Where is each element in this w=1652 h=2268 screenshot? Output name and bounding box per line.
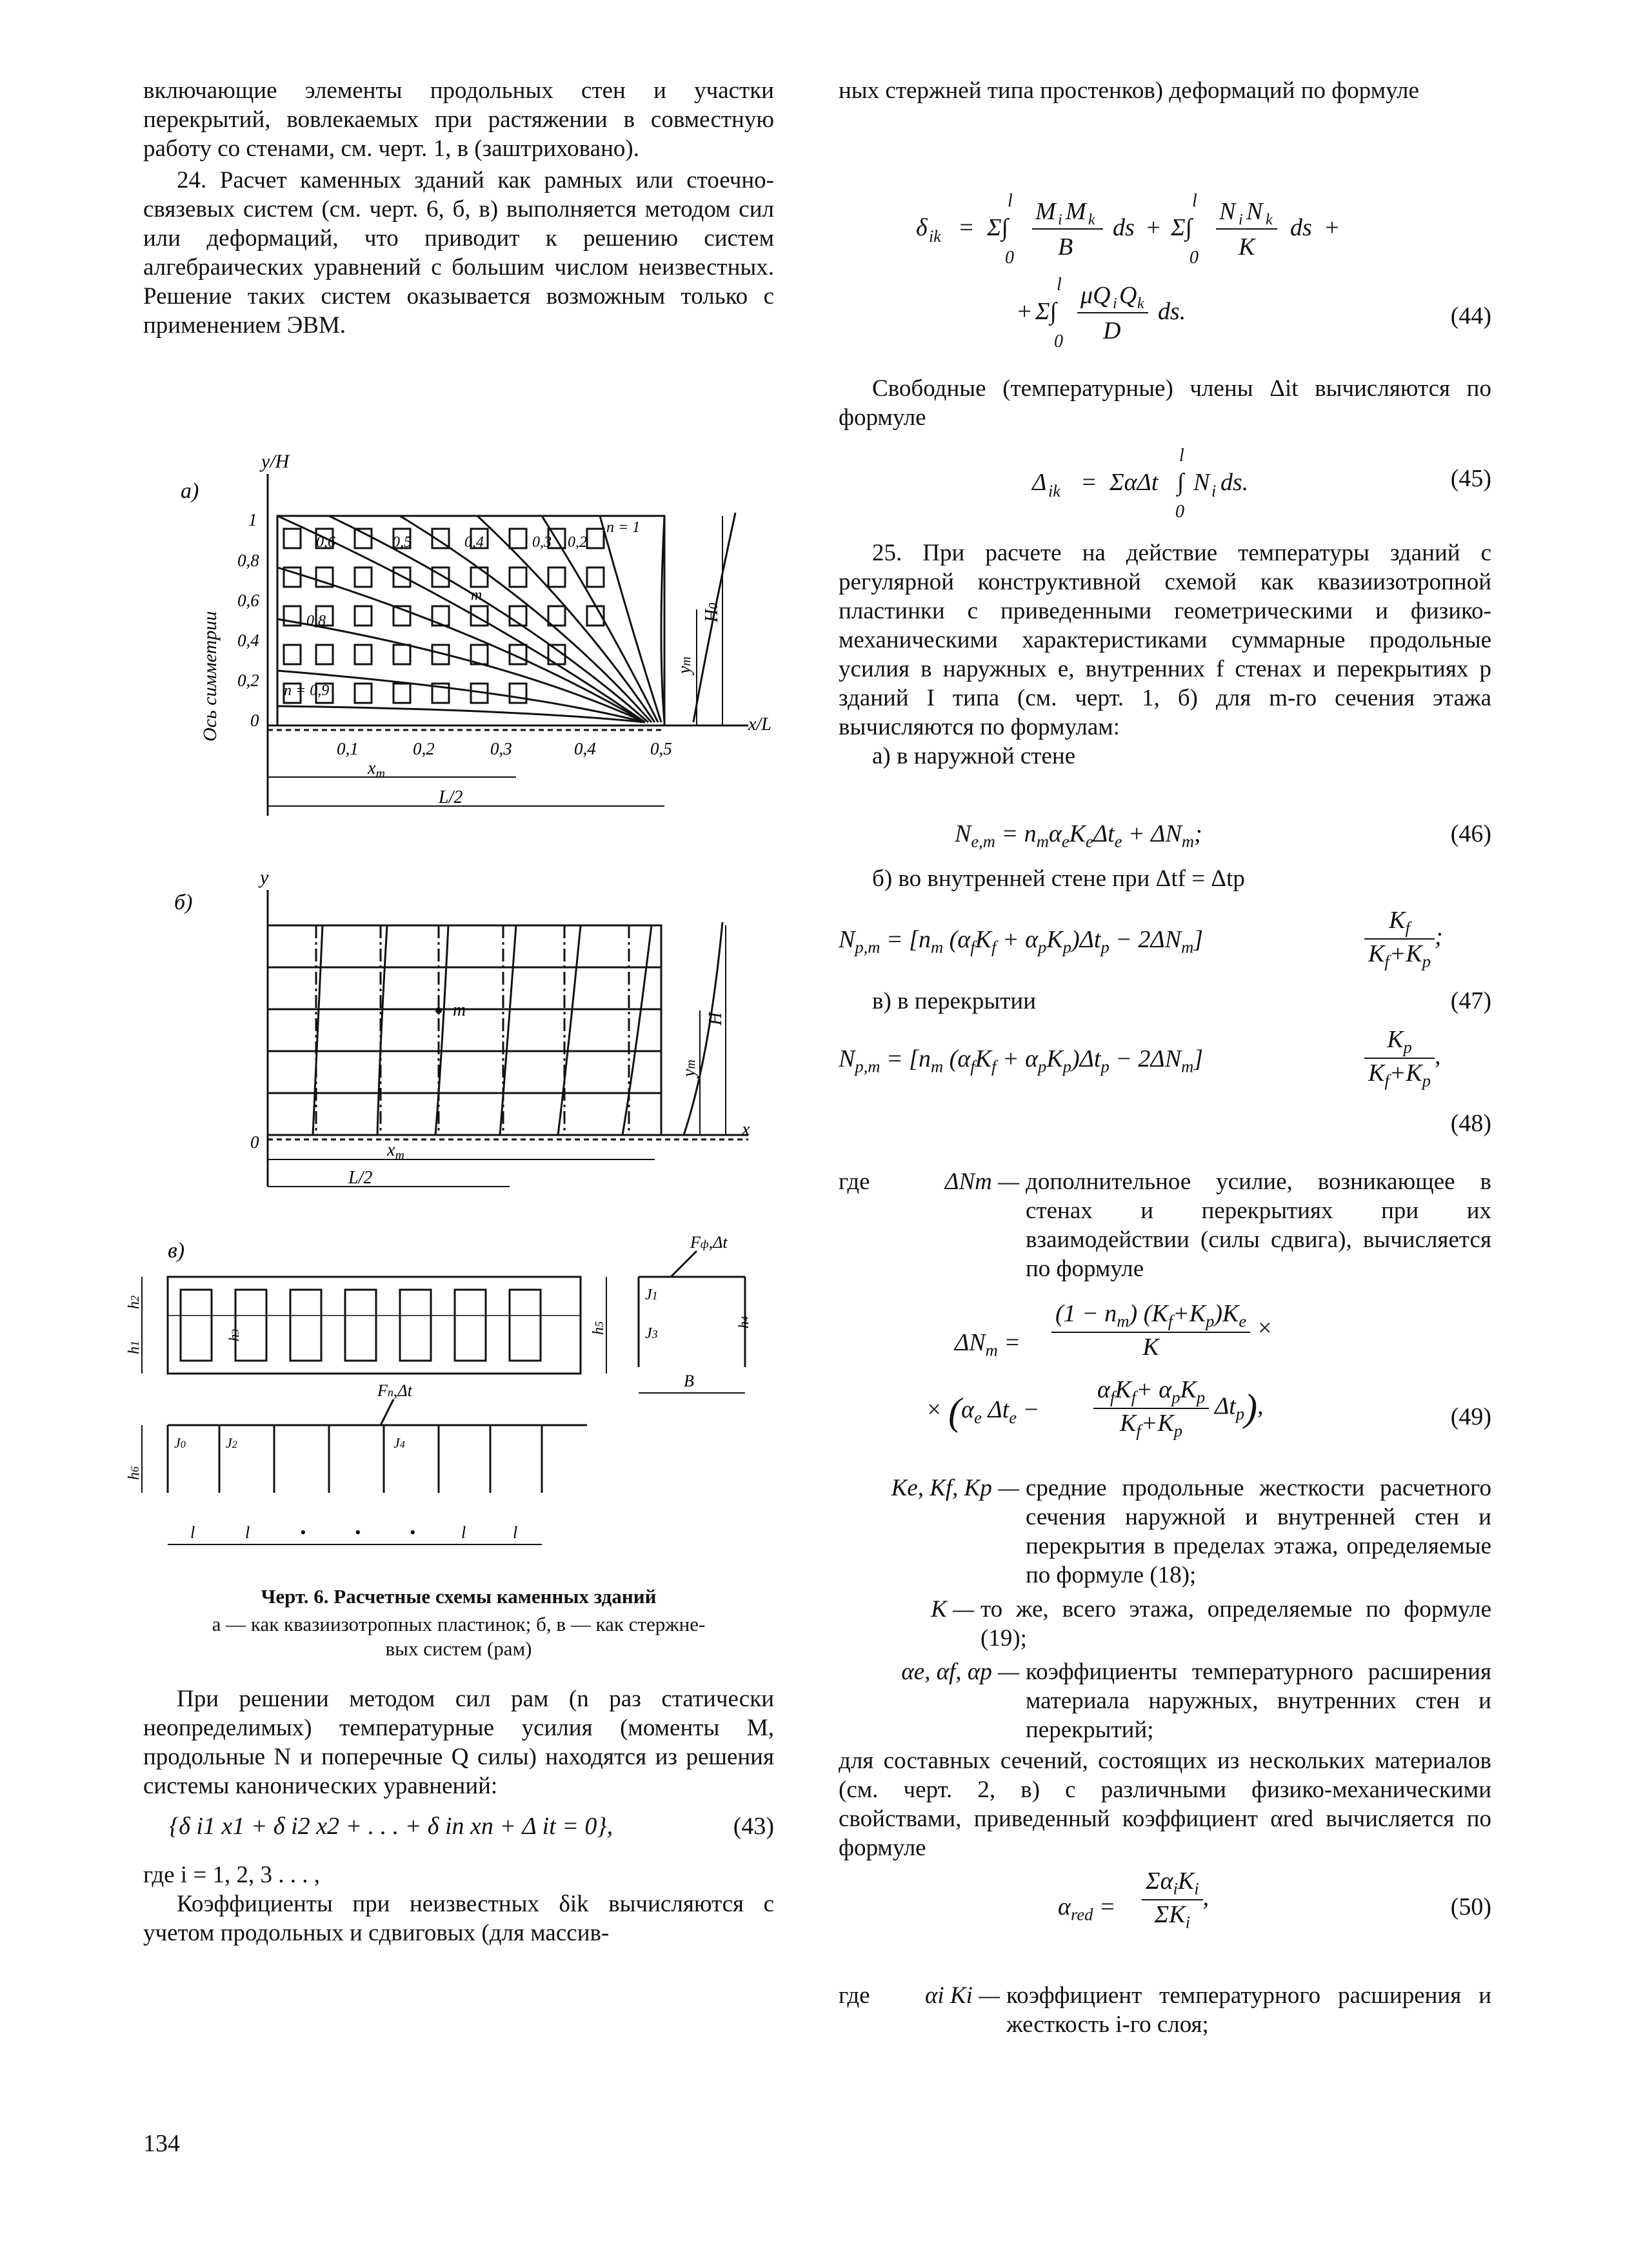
definition-text: то же, всего этажа, определяемые по формуле (19); [980,1596,1491,1652]
force-mid-label: F [377,1381,388,1400]
definition-K-total [839,1595,1491,1659]
figure-c [123,1225,793,1573]
point-m-label: m [453,1000,466,1020]
equation-50: $\alpha_{red}$ = $\frac{\Sigma\alpha_iK_i}{\Sigma K_i}$ , (50) [1058,1868,1491,1932]
tick-label: 0,2 [413,739,435,758]
force-top-label: F [690,1233,701,1252]
svg-text:+: + [1324,214,1340,241]
force-top-dt: ,Δt [708,1233,728,1252]
figure-c-label: в) [168,1239,185,1263]
svg-text:k: k [1088,212,1095,228]
h3-label: h [226,1334,242,1341]
svg-text:xm [367,758,385,781]
figure-b-label: б) [174,891,193,914]
definition-symbol: ΔNm — [944,1169,1019,1195]
svg-text:h5 [590,1321,607,1335]
svg-text:ym [675,656,695,676]
svg-text:ds.: ds. [1158,298,1186,325]
half-span-label: L/2 [439,787,463,807]
svg-text:Q: Q [1119,282,1137,309]
equation-number: (48) [1450,1110,1491,1137]
svg-text:M: M [1035,198,1056,225]
xm-label: x [368,758,376,778]
equation-number: (44) [1450,302,1491,330]
j2-sub: 2 [232,1439,237,1450]
curve-label: 0,8 [306,613,326,629]
svg-text:0: 0 [1005,248,1014,268]
definition-text: коэффициент температурного расширения и жесткость i-го слоя; [1006,1982,1491,2038]
j3-sub: 3 [652,1328,658,1341]
force-mid-dt: ,Δt [393,1381,412,1400]
equation-number: (47) [1450,987,1491,1014]
svg-text:Fn,Δt [377,1381,413,1400]
j2-label: J [226,1435,232,1451]
tick-label: 0 [250,711,259,730]
equation-46: $N_{e,m} = n_m\alpha_eK_e\Delta t_e + \Delta N_m$; (46) [955,820,1491,851]
definition-K [839,1474,1491,1609]
svg-text:ym [679,1060,699,1079]
equation-number: (49) [1450,1403,1491,1430]
h4-sub: 4 [740,1316,751,1321]
svg-text:N: N [1246,198,1263,225]
force-mid-sub: n [387,1386,393,1399]
svg-text:=: = [958,214,975,241]
svg-text:ds: ds [1290,214,1312,241]
svg-text:0: 0 [1189,248,1199,268]
half-span-label: L/2 [348,1168,373,1188]
svg-text:l: l [1008,191,1013,211]
b-label: B [684,1372,694,1390]
page-number: 134 [143,2130,180,2157]
span-label: • [300,1523,306,1542]
span-label: l [461,1523,466,1542]
j1-sub: 1 [652,1289,658,1302]
paragraph: Свободные (температурные) члены Δit вычисляются по формуле [839,375,1491,431]
svg-text:i: i [1113,295,1117,312]
curve-label: 0,3 [532,534,552,551]
svg-text:ΣαΔt: ΣαΔt [1110,469,1159,496]
svg-text:J1 [645,1287,658,1303]
tick-label: 0,8 [237,551,259,570]
svg-text:xm [386,1140,404,1163]
svg-text:ds.: ds. [1220,469,1249,496]
h6-label: h [126,1472,143,1480]
curve-label: 0,6 [316,534,335,551]
definition-text: средние продольные жесткости расчетного сечения наружной и внутренней стен и перекрытия в пределах этажа, определяемые по формуле (18); [1026,1475,1491,1588]
equation-44 [839,181,1491,361]
svg-text:M: M [1066,198,1086,225]
curve-label: n = 1 [606,519,641,536]
ym-label: y [679,1069,699,1077]
svg-text:H0 [702,603,722,623]
tick-label: 0,4 [574,739,596,758]
equation-number: (50) [1450,1893,1491,1920]
svg-text:K: K [1239,233,1255,261]
tick-label: 0,4 [237,631,259,650]
span-label: • [355,1523,361,1542]
equation-49: $\Delta N_m$ = $\frac{(1 - n_m) (K_f+K_p)K_e}{K}$ × × ($\alpha_e$ $\Delta t_e$ − $\frac{\alpha_fK_f+ \alpha_pK_p}{K_f+K_p}$ $\Delta t_p$), (49) [926,1300,1491,1441]
svg-text:h4 [735,1316,751,1328]
j1-label: J [645,1287,652,1303]
svg-text:k: k [1266,212,1273,228]
tick-label: 0,5 [650,739,672,758]
span-label: l [513,1523,518,1542]
figure-a [155,451,787,838]
origin-label: 0 [250,1132,259,1152]
h0-sub: 0 [706,602,721,609]
svg-text:h1 [126,1341,143,1354]
svg-text:h6 [126,1466,143,1480]
span-label: l [245,1523,250,1542]
h1-label: h [126,1346,143,1354]
case-a: а) в наружной стене [872,743,1076,769]
curve-label: 0,4 [464,534,484,551]
paragraph-25: 25. При расчете на действие температуры зданий с регулярной конструктивной схемой как квазиизотропной пластинки с приведенными геометрическими и физико-механическими характеристиками суммарные продольные усилия в наружных e, внутренних f стенах и перекрытиях p зданий I типа (см. черт. 1, б) для m-го сечения этажа вычисляются по формулам: [839,540,1491,740]
tick-label: 0,3 [490,739,512,758]
paragraph-block [143,1860,774,1948]
svg-text:μQ: μQ [1080,282,1111,309]
case-c: в) в перекрытии [872,988,1037,1014]
svg-text:Fф,Δt [690,1233,728,1252]
xm-sub: m [395,1149,404,1163]
svg-text:h2 [126,1296,143,1309]
xm-sub: m [375,767,385,781]
svg-text:=: = [1080,469,1097,496]
svg-text:J2 [226,1435,237,1451]
span-label: l [190,1523,195,1542]
svg-text:J4 [393,1435,405,1451]
equation-43 [143,1806,774,1851]
paragraph: При решении методом сил рам (n раз статически неопределимых) температурные усилия (моменты M, продольные N и поперечные Q силы) находятся из решения системы канонических уравнений: [143,1686,774,1799]
svg-text:+: + [1145,214,1162,241]
definition-text: коэффициенты температурного расширения материала наружных, внутренних стен и перекрытий; [1026,1659,1491,1743]
paragraph-block [839,538,1491,771]
figure-a-label: а) [181,479,199,503]
svg-text:h3 [226,1329,242,1341]
definition-alphaK [839,1981,1491,2046]
svg-text:i: i [1211,482,1217,500]
svg-text:ik: ik [1048,482,1060,500]
svg-text:J3 [645,1325,658,1342]
svg-text:Δ: Δ [1032,469,1047,496]
equation-45 [839,439,1491,522]
ym-sub: m [679,656,693,666]
y-axis-label: y/H [261,451,290,472]
h2-sub: 2 [128,1296,141,1301]
svg-text:l: l [1057,275,1062,295]
paragraph: Коэффициенты при неизвестных δik вычисляются с учетом продольных и сдвиговых (для массив- [143,1891,774,1946]
j4-sub: 4 [399,1439,405,1450]
paragraph-block [839,374,1491,432]
paragraph-24: 24. Расчет каменных зданий как рамных или стоечно-связевых систем (см. черт. 6, б, в) выполняется методом сил или деформаций, что приводит к решению систем алгебраических уравнений с большим числом неизвестных. Решение таких систем оказывается возможным только с применением ЭВМ. [143,167,774,339]
j0-label: J [174,1435,181,1451]
definition-alpha [839,1657,1491,1748]
h3-sub: 3 [230,1329,241,1334]
svg-text:l: l [1179,446,1184,466]
tick-label: 0,2 [237,671,259,690]
svg-text:l: l [1192,191,1197,211]
equation-43-body: {δ i1 x1 + δ i2 x2 + . . . + δ in xn + Δ it = 0}, [169,1813,613,1840]
paragraph: ных стержней типа простенков) деформаций по формуле [839,77,1419,104]
paragraph: для составных сечений, состоящих из нескольких материалов (см. черт. 2, в) с различными физико-механическими свойствами, приведенный коэффициент αred вычисляется по формуле [839,1748,1491,1861]
paragraph-block [143,1684,774,1800]
svg-text:Σ∫: Σ∫ [987,214,1008,241]
point-m-label: m [471,587,483,604]
svg-text:0: 0 [1175,502,1184,522]
svg-text:D: D [1103,317,1121,344]
paragraph-block [839,864,1491,893]
equation-number: (45) [1450,465,1491,492]
h0-label: H [702,609,722,622]
svg-text:i: i [1058,212,1062,228]
x-axis-label: x/L [748,715,771,735]
figure-caption-title: Черт. 6. Расчетные схемы каменных зданий [261,1585,657,1608]
case-c-row [839,987,1491,1019]
case-b: б) во внутренней стене при Δtf = Δtp [872,865,1245,892]
h-label: H [706,1012,726,1025]
definition-symbol: Ke, Kf, Kp — [891,1475,1019,1501]
definition-symbol: K — [931,1596,974,1622]
x-axis-label: x [742,1119,750,1139]
definition-dNm [839,1167,1491,1296]
ym-label: y [675,666,695,674]
svg-text:ds: ds [1113,214,1135,241]
force-top-sub: ф [700,1238,709,1250]
equation-48: $N_{p,m} = [n_m$ $(\alpha_fK_f + \alpha_pK_p)\Delta t_p - 2\Delta N_m$] $\frac{K_p}{K_f+K_p}$ , (48) [839,1026,1491,1137]
y-axis-label: y [260,867,269,888]
svg-text:N: N [1219,198,1236,225]
xm-label: x [387,1140,395,1160]
h1-sub: 1 [128,1341,141,1346]
svg-text:N: N [1193,469,1210,496]
tick-label: 0,6 [237,591,259,610]
equation-number: (46) [1450,820,1491,847]
paragraph-block [839,1746,1491,1862]
h2-label: h [126,1301,143,1309]
where-label: где [839,1982,870,2009]
j0-sub: 0 [180,1439,186,1450]
svg-text:+: + [1016,298,1033,325]
j4-label: J [393,1435,400,1451]
j3-label: J [645,1325,652,1342]
svg-text:0: 0 [1054,331,1063,351]
svg-text:ik: ik [929,227,941,246]
tick-label: 0,1 [337,739,359,758]
h5-sub: 5 [593,1321,606,1327]
h4-label: h [735,1321,751,1328]
where-label: где [839,1169,870,1195]
curve-label: n = 0,9 [284,682,330,699]
span-label: • [410,1523,416,1542]
tick-label: 1 [248,510,257,529]
definition-symbol: αe, αf, αp — [901,1659,1019,1685]
h5-label: h [590,1327,607,1335]
equation-number: (43) [733,1813,774,1840]
symmetry-axis-label: Ось симметрии [199,611,221,742]
right-column [839,76,1491,105]
svg-text:i: i [1239,212,1243,228]
definition-symbol: αi Ki — [924,1982,1000,2009]
svg-text:Σ∫: Σ∫ [1035,298,1057,325]
equation-47: $N_{p,m} = [n_m$ $(\alpha_fK_f + \alpha_pK_p)\Delta t_p - 2\Delta N_m$] $\frac{K_f}{K_f+K_p}$ ; [839,907,1443,971]
figure-b [155,864,787,1212]
left-column [143,76,774,340]
curve-label: 0,2 [568,534,587,551]
svg-text:B: B [1058,233,1073,261]
svg-text:∫: ∫ [1177,469,1184,496]
ym-sub: m [684,1060,698,1069]
curve-label: 0,5 [392,534,412,551]
paragraph: включающие элементы продольных стен и участки перекрытий, вовлекаемых при растяжении в совместную работу со стенами, см. черт. 1, в (заштриховано). [143,77,774,162]
figure-caption-line: а — как квазиизотропных пластинок; б, в — как стержне- [212,1613,706,1635]
svg-text:Σ∫: Σ∫ [1171,214,1192,241]
where-i: где i = 1, 2, 3 . . . , [143,1862,320,1888]
svg-text:k: k [1137,295,1144,312]
definition-text: дополнительное усилие, возникающее в стенах и перекрытиях при их взаимодействии (силы сдвига), вычисляется по формуле [1026,1169,1491,1282]
svg-text:J0 [174,1435,186,1451]
h6-sub: 6 [128,1466,141,1472]
svg-text:δ: δ [916,214,928,241]
figure-caption-line: вых систем (рам) [385,1637,532,1660]
